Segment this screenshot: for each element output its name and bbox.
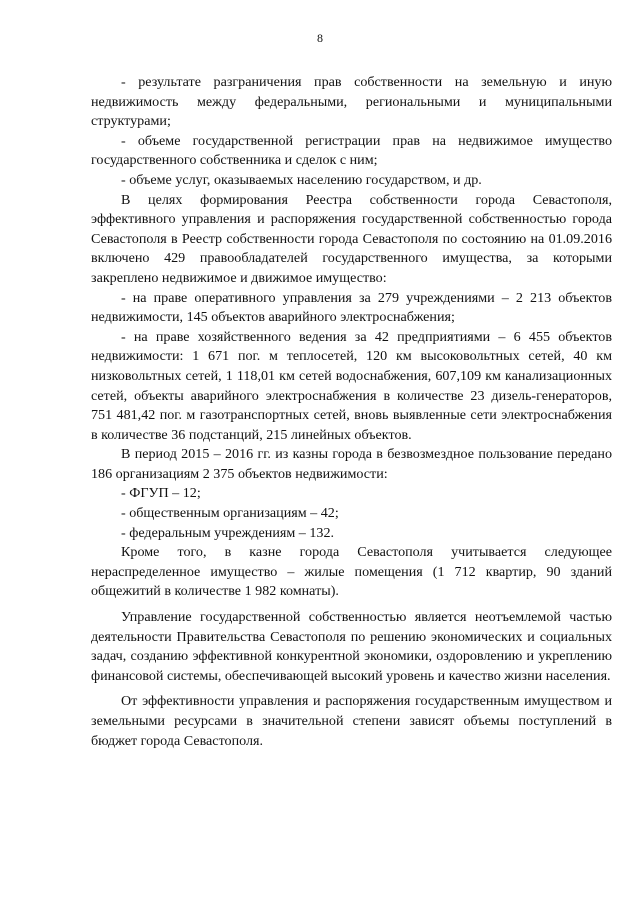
- paragraph-bullet-operative-management: - на праве оперативного управления за 279 учреждениями – 2 213 объектов недвижимости, 145 объектов аварийного электроснабжения;: [91, 289, 612, 326]
- paragraph-free-use-transfer: В период 2015 – 2016 гг. из казны города в безвозмездное пользование передано 186 организациям 2 375 объектов недвижимости:: [91, 446, 612, 482]
- paragraph-undistributed-property: Кроме того, в казне города Севастополя учитывается следующее нераспределенное имущество – жилые помещения (1 712 квартир, 90 зданий общежитий в количестве 1 982 комнаты).: [91, 544, 612, 600]
- paragraph-budget-revenues: От эффективности управления и распоряжения государственным имуществом и земельными ресурсами в значительной степени зависят объемы поступлений в бюджет города Севастополя.: [91, 693, 612, 749]
- paragraph-state-property-management: Управление государственной собственностью является неотъемлемой частью деятельности Правительства Севастополя по решению экономических и социальных задач, созданию эффективной конкурентной экономики, оздоровлению и укреплению финансовой системы, обеспечивающей высокий уровень и качество жизни населения.: [91, 609, 612, 684]
- page-number: 8: [317, 31, 323, 45]
- paragraph-bullet-services: - объеме услуг, оказываемых населению государством, и др.: [121, 171, 482, 188]
- document-body: [91, 73, 612, 751]
- paragraph-registry: В целях формирования Реестра собственности города Севастополя, эффективного управления и распоряжения государственной собственностью города Севастополя в Реестр собственности города Севастополя по состоянию на 01.09.2016 включено 429 правообладателей государственного имущества, за которыми закреплено недвижимое и движимое имущество:: [91, 191, 612, 286]
- paragraph-bullet-registration: - объеме государственной регистрации прав на недвижимое имущество государственного собственника и сделок с ним;: [91, 132, 612, 169]
- paragraph-bullet-federal-institutions: - федеральным учреждениям – 132.: [121, 524, 335, 541]
- paragraph-bullet-economic-management: - на праве хозяйственного ведения за 42 предприятиями – 6 455 объектов недвижимости: 1 671 пог. м теплосетей, 120 км высоковольтных сетей, 40 км низковольтных сетей, 1 118,01 км сетей водоснабжения, 607,109 км канализационных сетей, объекты аварийного электроснабжения в количестве 23 дизель-генераторов, 751 481,42 пог. м газотранспортных сетей, вновь выявленные сети электроснабжения в количестве 36 подстанций, 215 линейных объектов.: [91, 328, 612, 443]
- paragraph-bullet-land-rights: - результате разграничения прав собственности на земельную и иную недвижимость между федеральными, региональными и муниципальными структурами;: [91, 74, 612, 130]
- paragraph-bullet-public-organizations: - общественным организациям – 42;: [121, 505, 339, 522]
- paragraph-bullet-fgup: - ФГУП – 12;: [121, 485, 201, 502]
